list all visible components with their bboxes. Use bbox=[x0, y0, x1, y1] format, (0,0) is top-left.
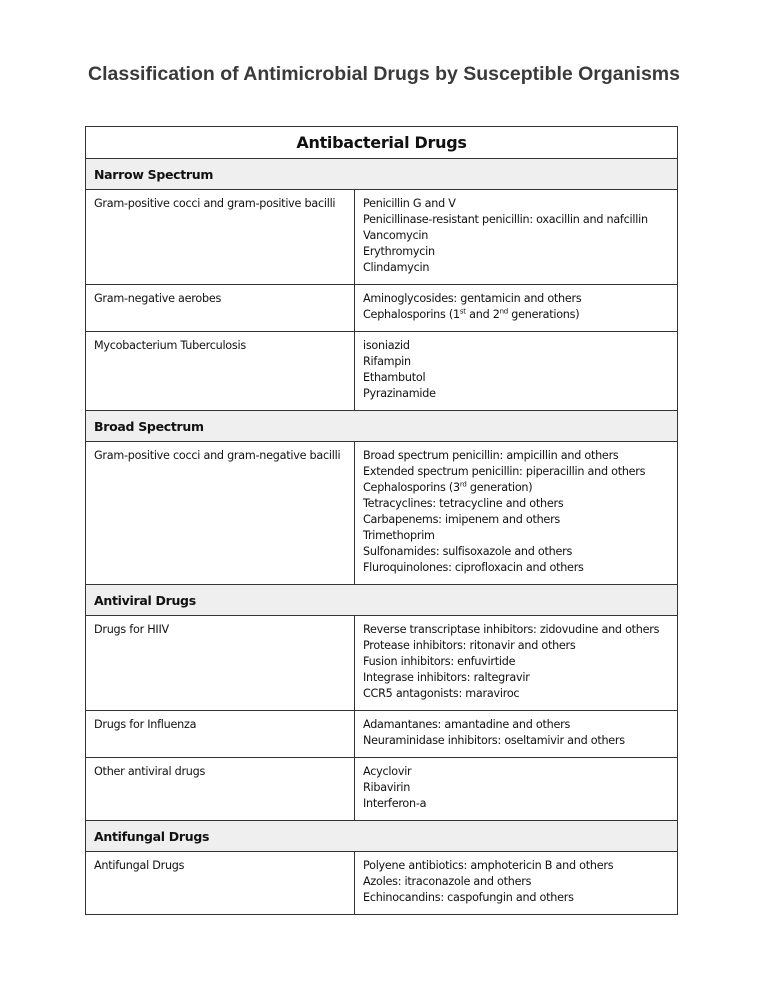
drug-item: Penicillinase-resistant penicillin: oxacillin and nafcillin bbox=[363, 213, 648, 226]
drug-item: isoniazid bbox=[363, 339, 410, 352]
drug-item: Rifampin bbox=[363, 355, 411, 368]
drug-item: Penicillin G and V bbox=[363, 197, 456, 210]
drugs-cell bbox=[355, 190, 678, 285]
section-heading: Narrow Spectrum bbox=[86, 159, 678, 190]
table-row bbox=[86, 332, 678, 411]
drug-item: CCR5 antagonists: maraviroc bbox=[363, 687, 520, 700]
drug-item: Cephalosporins (1st and 2nd generations) bbox=[363, 307, 580, 321]
organism-cell: Gram-positive cocci and gram-negative bacilli bbox=[86, 442, 355, 585]
drug-item: Fusion inhibitors: enfuvirtide bbox=[363, 655, 516, 668]
table-header: Antibacterial Drugs bbox=[86, 127, 678, 159]
drug-item: Reverse transcriptase inhibitors: zidovudine and others bbox=[363, 623, 660, 636]
drug-item: Fluroquinolones: ciprofloxacin and others bbox=[363, 561, 584, 574]
drug-item: Ribavirin bbox=[363, 781, 411, 794]
table-row bbox=[86, 758, 678, 821]
drug-item: Neuraminidase inhibitors: oseltamivir and others bbox=[363, 734, 625, 747]
drug-item: Broad spectrum penicillin: ampicillin and others bbox=[363, 449, 619, 462]
drugs-cell bbox=[355, 758, 678, 821]
drug-item: Tetracyclines: tetracycline and others bbox=[363, 497, 564, 510]
drug-item: Polyene antibiotics: amphotericin B and others bbox=[363, 859, 614, 872]
drugs-cell bbox=[355, 852, 678, 915]
table-row bbox=[86, 285, 678, 332]
drug-item: Cephalosporins (3rd generation) bbox=[363, 480, 533, 494]
drug-item: Erythromycin bbox=[363, 245, 435, 258]
drug-item: Interferon-a bbox=[363, 797, 427, 810]
page-title: Classification of Antimicrobial Drugs by Susceptible Organisms bbox=[88, 63, 680, 85]
classification-table bbox=[85, 126, 678, 915]
table-row bbox=[86, 442, 678, 585]
table-row bbox=[86, 190, 678, 285]
organism-cell: Other antiviral drugs bbox=[86, 758, 355, 821]
drug-item: Azoles: itraconazole and others bbox=[363, 875, 532, 888]
drugs-cell bbox=[355, 285, 678, 332]
drug-item: Adamantanes: amantadine and others bbox=[363, 718, 571, 731]
table-row bbox=[86, 616, 678, 711]
organism-cell: Drugs for Influenza bbox=[86, 711, 355, 758]
section-row bbox=[86, 159, 678, 190]
drug-item: Carbapenems: imipenem and others bbox=[363, 513, 560, 526]
drug-item: Extended spectrum penicillin: piperacillin and others bbox=[363, 465, 646, 478]
drug-item: Aminoglycosides: gentamicin and others bbox=[363, 292, 582, 305]
drugs-cell bbox=[355, 711, 678, 758]
organism-cell: Antifungal Drugs bbox=[86, 852, 355, 915]
table-header-row bbox=[86, 127, 678, 159]
drug-item: Sulfonamides: sulfisoxazole and others bbox=[363, 545, 573, 558]
drug-item: Integrase inhibitors: raltegravir bbox=[363, 671, 530, 684]
section-heading: Antiviral Drugs bbox=[86, 585, 678, 616]
drug-item: Ethambutol bbox=[363, 371, 426, 384]
section-row bbox=[86, 411, 678, 442]
drug-item: Clindamycin bbox=[363, 261, 430, 274]
organism-cell: Gram-positive cocci and gram-positive bacilli bbox=[86, 190, 355, 285]
organism-cell: Mycobacterium Tuberculosis bbox=[86, 332, 355, 411]
drug-item: Pyrazinamide bbox=[363, 387, 436, 400]
drug-item: Trimethoprim bbox=[363, 529, 435, 542]
drug-item: Acyclovir bbox=[363, 765, 412, 778]
table-row bbox=[86, 852, 678, 915]
drug-item: Vancomycin bbox=[363, 229, 429, 242]
drug-item: Protease inhibitors: ritonavir and others bbox=[363, 639, 576, 652]
organism-cell: Gram-negative aerobes bbox=[86, 285, 355, 332]
table-row bbox=[86, 711, 678, 758]
drug-item: Echinocandins: caspofungin and others bbox=[363, 891, 574, 904]
drugs-cell bbox=[355, 616, 678, 711]
section-heading: Antifungal Drugs bbox=[86, 821, 678, 852]
drugs-cell bbox=[355, 442, 678, 585]
section-row bbox=[86, 821, 678, 852]
section-heading: Broad Spectrum bbox=[86, 411, 678, 442]
organism-cell: Drugs for HIIV bbox=[86, 616, 355, 711]
drugs-cell bbox=[355, 332, 678, 411]
section-row bbox=[86, 585, 678, 616]
